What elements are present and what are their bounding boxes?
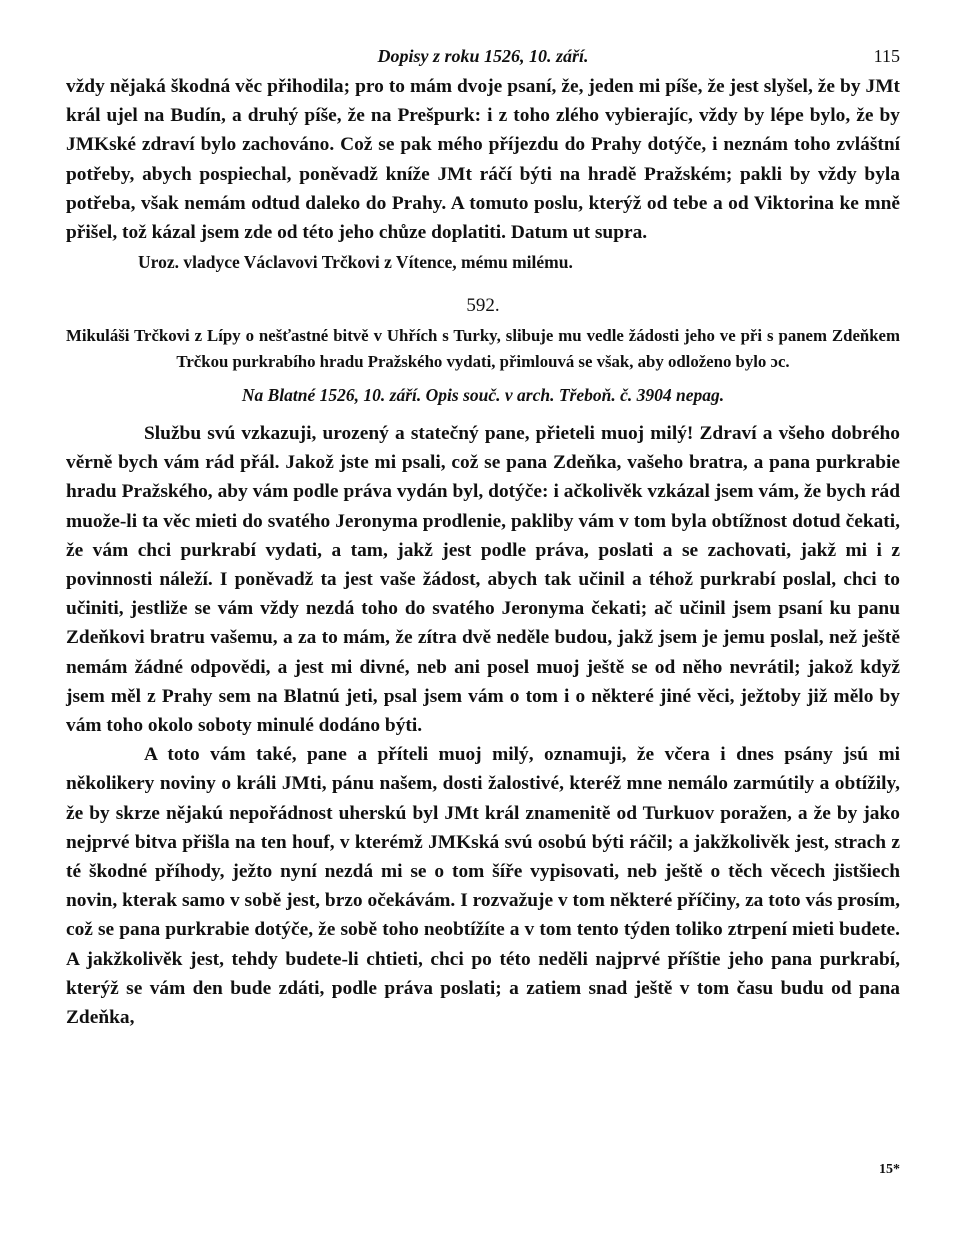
letter-paragraph-1: Službu svú vzkazuji, urozený a statečný pane, přieteli muoj milý! Zdraví a všeho dobrého věrně bych vám rád přál. Jakož jste mi psali, což se pana Zdeňka, vašeho bratra, a pana purkrabie hradu Pražského, aby vám podle práva vydán byl, dotýče: i ačkolivěk vzkázal jsem vám, že bych rád muože-li ta věc mieti do svatého Jeronyma prodlenie, pakliby vám v tom byla obtížnost dotud čekati, že vám chci purkrabí vydati, a tam, jakž jest podle práva, poslati a se zachovati, jakž mi i z povinnosti náleží. I poněvadž ta jest vaše žádost, abych tak učinil a téhož purkrabí poslal, chci to učiniti, jestliže se vám vždy nezdá toho do svatého Jeronyma čekati; ač učinil jsem psaní ku panu Zdeňkovi bratru vašemu, a za to mám, že zítra dvě neděle budou, jakž jsem je jemu poslal, než ještě nemám žádné odpovědi, a jest mi divné, neb ani posel muoj ještě se od něho nevrátil; jakož když jsem měl z Prahy sem na Blatnú jeti, psal jsem vám o tom i o některé jiné věci, ježtoby již mělo by vám toho okolo soboty minulé dodáno býti. — [66, 423, 900, 737]
document-source: Na Blatné 1526, 10. září. Opis souč. v arch. Třeboň. č. 3904 nepag. — [241, 385, 725, 406]
letter-paragraph-2: A toto vám také, pane a příteli muoj milý, oznamuji, že včera i dnes psány jsú mi několikery noviny o králi JMti, pánu našem, dosti žalostivé, kteréž mne nemálo zarmútily a obtížily, že by skrze nějakú nepořádnost uherskú byl JMt král znamenitě od Turkuov poražen, a že by jako nejprvé bitva přišla na ten houf, v kterémž JMKská svú osobú býti ráčil; a jakžkolivěk jest, strach z té škodné příhody, ježto nyní nezdá mi se o tom šíře vypisovati, neb ještě o těch věcech jistšiech novin, kterak samo v sobě jest, brzo očekávám. I rozvažuje v tom některé příčiny, za toto vás prosím, což se pana purkrabie dotýče, že sobě toho neobtížíte a v tom tento týden toliko ztrpení mieti budete. A jakžkolivěk jest, tehdy budete-li chtieti, chci po této neděli najprvé příštie jeho pana purkrabí, kterýž se vám den bude zdáti, podle práva poslati; a zatiem snad ještě v tom času budu od pana Zdeňka, — [66, 744, 900, 1029]
page-number: 115 — [873, 46, 900, 66]
running-head — [66, 40, 900, 72]
document-summary: Mikuláši Trčkovi z Lípy o nešťastné bitvě v Uhřích s Turky, slibuje mu vedle žádosti jeho ve při s panem Zdeňkem Trčkou purkrabího hradu Pražského vydati, přimlouvá se však, aby odloženo bylo ɔc. — [66, 326, 900, 371]
book-page — [66, 40, 900, 1032]
running-title: Dopisy z roku 1526, 10. září. — [377, 46, 589, 66]
signature-mark: 15* — [879, 1162, 900, 1177]
document-number: 592. — [466, 295, 500, 317]
continuation-paragraph: vždy nějaká škodná věc přihodila; pro to mám dvoje psaní, že, jeden mi píše, že jest slyšel, že by JMt král ujel na Budín, a druhý píše, že na Prešpurk: i z toho zlého vybierajíc, vždy by lépe bylo, že by JMKské zdraví bylo zachováno. Což se pak mého příjezdu do Prahy dotýče, i neznám toho zvláštní potřeby, abych pospiechal, poněvadž kníže JMt ráčí býti na hradě Pražském; pakli by vždy byla potřeba, však nemám odtud daleko do Prahy. A tomuto poslu, kterýž od tebe a od Viktorina ke mně přišel, tož kázal jsem zde od této jeho chůze doplatiti. Datum ut supra. — [66, 76, 900, 244]
address-line: Uroz. vladyce Václavovi Trčkovi z Vítence, mému milému. — [138, 252, 573, 273]
